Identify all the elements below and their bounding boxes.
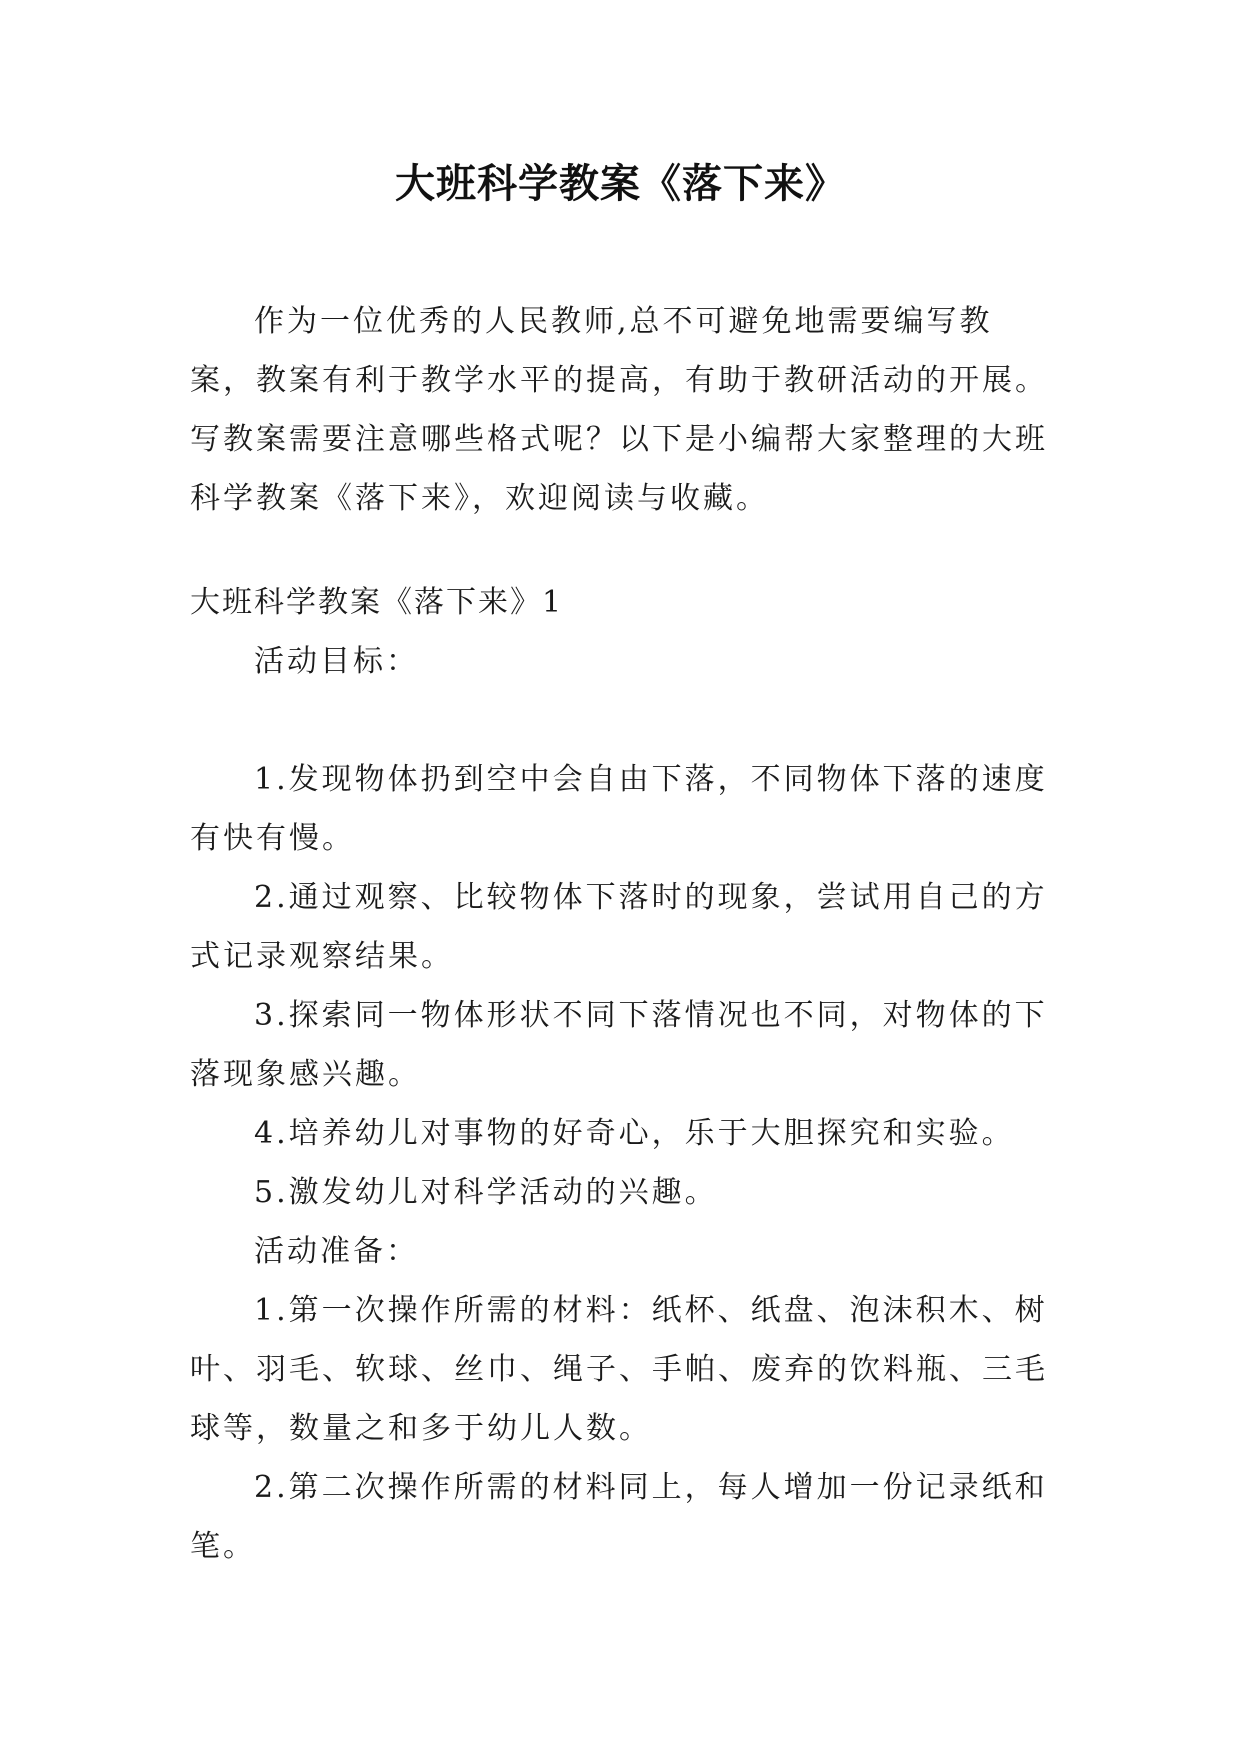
spacer [190, 691, 1048, 750]
section-title: 大班科学教案《落下来》1 [190, 585, 564, 620]
document-title: 大班科学教案《落下来》 [395, 160, 846, 207]
spacer [190, 528, 1048, 573]
goal-item: 5.激发幼儿对科学活动的兴趣。 [254, 1175, 718, 1210]
prep-item: 2.第二次操作所需的材料同上，每人增加一份记录纸和笔。 [190, 1470, 1048, 1564]
intro-paragraph: 作为一位优秀的人民教师,总不可避免地需要编写教案，教案有利于教学水平的提高，有助于教研活动的开展。写教案需要注意哪些格式呢？以下是小编帮大家整理的大班科学教案《落下来》，欢迎阅读与收藏。 [190, 304, 1048, 516]
goal-item: 1.发现物体扔到空中会自由下落，不同物体下落的速度有快有慢。 [190, 762, 1048, 856]
prep-heading: 活动准备： [254, 1234, 419, 1269]
document-body [190, 292, 1048, 1576]
prep-item: 1.第一次操作所需的材料：纸杯、纸盘、泡沫积木、树叶、羽毛、软球、丝巾、绳子、手帕、废弃的饮料瓶、三毛球等，数量之和多于幼儿人数。 [190, 1293, 1048, 1446]
goal-item: 3.探索同一物体形状不同下落情况也不同，对物体的下落现象感兴趣。 [190, 998, 1048, 1092]
goal-item: 4.培养幼儿对事物的好奇心，乐于大胆探究和实验。 [254, 1116, 1015, 1151]
goals-heading: 活动目标： [254, 644, 419, 679]
goal-item: 2.通过观察、比较物体下落时的现象，尝试用自己的方式记录观察结果。 [190, 880, 1048, 974]
